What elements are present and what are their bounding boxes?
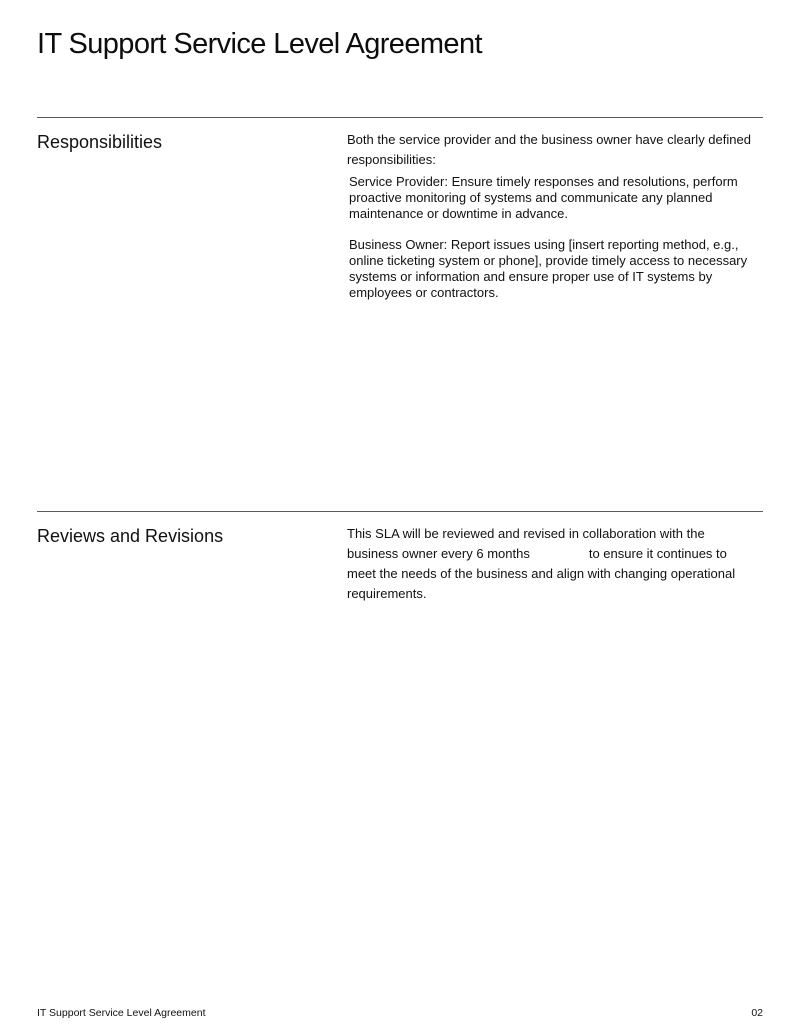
footer-document-title: IT Support Service Level Agreement — [37, 1007, 206, 1019]
section-divider — [37, 511, 763, 512]
business-owner-paragraph: Business Owner: Report issues using [insert reporting method, e.g., online ticketing system or phone], provide timely access to necessary systems or information and ensure proper use of IT systems by employees or contractors. — [349, 237, 748, 300]
reviews-text-before: This SLA will be reviewed and revised in collaboration with the business owner every — [347, 526, 705, 561]
page-title: IT Support Service Level Agreement — [37, 28, 482, 60]
reviews-text-after: to ensure it continues to meet the needs of the business and align with changing operational requirements. — [347, 546, 736, 601]
reviews-body — [347, 524, 767, 604]
review-period-field[interactable]: 6 months — [476, 546, 530, 561]
footer-page-number: 02 — [751, 1007, 763, 1019]
responsibilities-intro: Both the service provider and the business owner have clearly defined responsibilities: — [347, 132, 751, 167]
reviews-paragraph — [347, 524, 759, 604]
section-divider — [37, 117, 763, 118]
service-provider-paragraph: Service Provider: Ensure timely responses and resolutions, perform proactive monitoring of systems and communicate any planned maintenance or downtime in advance. — [349, 174, 738, 221]
responsibilities-body — [347, 130, 767, 301]
section-heading-reviews: Reviews and Revisions — [37, 526, 224, 546]
section-heading-responsibilities: Responsibilities — [37, 132, 163, 152]
